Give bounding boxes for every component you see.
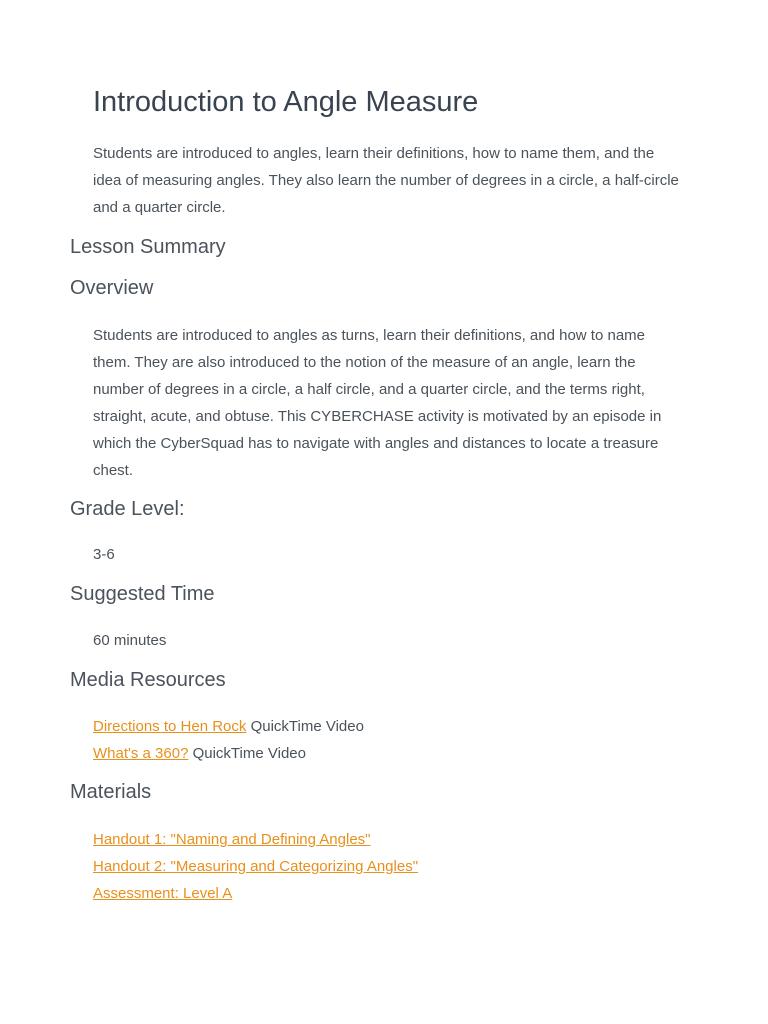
grade-level-value: 3-6	[93, 546, 115, 563]
whats-a-360-link[interactable]: What's a 360?	[93, 745, 189, 762]
assessment-level-a-link[interactable]: Assessment: Level A	[93, 885, 233, 902]
media-type-label: QuickTime Video	[246, 718, 364, 735]
materials-heading: Materials	[70, 781, 152, 803]
media-resource-item	[93, 713, 364, 740]
intro-paragraph: Students are introduced to angles, learn their definitions, how to name them, and the idea of measuring angles. They also learn the number of degrees in a circle, a half-circle and a quarter circle.	[93, 145, 679, 216]
suggested-time-heading: Suggested Time	[70, 583, 215, 605]
media-type-label: QuickTime Video	[188, 745, 306, 762]
handout-2-link[interactable]: Handout 2: "Measuring and Categorizing Angles"	[93, 858, 419, 875]
overview-paragraph: Students are introduced to angles as turns, learn their definitions, and how to name them. They are also introduced to the notion of the measure of an angle, learn the number of degrees in a circle, a half circle, and a quarter circle, and the terms right, straight, acute, and obtuse. This CYBERCHASE activity is motivated by an episode in which the CyberSquad has to navigate with angles and distances to locate a treasure chest.	[93, 327, 662, 479]
handout-1-link[interactable]: Handout 1: "Naming and Defining Angles"	[93, 831, 371, 848]
lesson-summary-heading: Lesson Summary	[70, 236, 226, 258]
suggested-time-value: 60 minutes	[93, 632, 167, 649]
overview-heading: Overview	[70, 277, 154, 299]
material-item	[93, 853, 418, 880]
media-resource-item	[93, 740, 306, 767]
material-item	[93, 826, 371, 853]
directions-to-hen-rock-link[interactable]: Directions to Hen Rock	[93, 718, 247, 735]
grade-level-heading: Grade Level:	[70, 498, 185, 520]
media-resources-heading: Media Resources	[70, 669, 226, 691]
material-item	[93, 880, 232, 907]
page-title: Introduction to Angle Measure	[93, 86, 479, 118]
